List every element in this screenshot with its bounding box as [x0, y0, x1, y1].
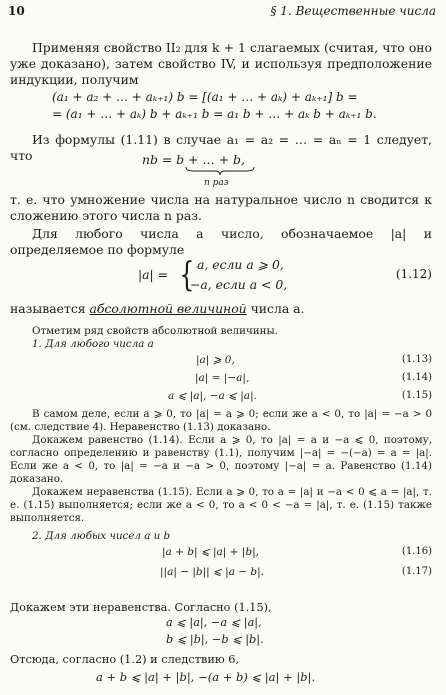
abs-name-pre: называется: [10, 301, 90, 316]
page-header: [8, 4, 436, 22]
property-1-heading: 1. Для любого числа a: [32, 338, 154, 350]
equation-1-14: |a| = |−a|,: [195, 372, 250, 384]
equation-nb: nb = b + … + b,: [142, 152, 245, 167]
equation-1-13: |a| ⩾ 0,: [196, 354, 235, 366]
paragraph-proof-1-15: Докажем неравенства (1.15). Если a ⩾ 0, то a = |a| и −a < 0 ⩽ a = |a|, т. е. (1.15) выполняется; если же a < 0, то a < 0 < −a = |a|, т. е. (1.15) также выполняется.: [10, 486, 432, 524]
equation-abs-case1: a, если a ⩾ 0,: [197, 257, 284, 272]
property-2-heading: 2. Для любых чисел a и b: [32, 530, 171, 542]
paragraph-proof-1-14: Докажем равенство (1.14). Если a ⩾ 0, то |a| = a и −a ⩽ 0, поэтому, согласно определению и равенству (1.1), получим |−a| = −(−a) = a = |a|. Если же a < 0, то |a| = −a и −a > 0, поэтому |−a| = a. Равенство (1.14) доказано.: [10, 434, 432, 485]
paragraph-multiplication: т. е. что умножение числа на натуральное число n сводится к сложению этого числа n раз.: [10, 192, 432, 223]
paragraph-proof-1-13: В самом деле, если a ⩾ 0, то |a| = a ⩾ 0; если же a < 0, то |a| = −a > 0 (см. следствие 4). Неравенство (1.13) доказано.: [10, 408, 432, 433]
equation-abs-lhs: |a| =: [138, 267, 169, 282]
left-brace: {: [179, 255, 195, 295]
equation-number-1-13: (1.13): [401, 354, 432, 365]
equation-number-1-12: (1.12): [395, 267, 432, 281]
equation-sum-bounds: a + b ⩽ |a| + |b|, −(a + b) ⩽ |a| + |b|.: [96, 670, 316, 684]
paragraph-abs-name: [10, 301, 432, 317]
equation-1-16: |a + b| ⩽ |a| + |b|,: [162, 546, 259, 558]
paragraph-properties-intro: Отметим ряд свойств абсолютной величины.: [32, 325, 278, 337]
underbrace-label: n раз: [204, 178, 229, 188]
equation-1-17: ||a| − |b|| ⩽ |a − b|.: [160, 566, 265, 578]
equation-number-1-16: (1.16): [401, 546, 432, 557]
running-title: § 1. Вещественные числа: [270, 4, 436, 18]
paragraph-induction: Применяя свойство II₂ для k + 1 слагаемых (считая, что оно уже доказано), затем свойство IV, и используя предположение индукции, получим: [10, 40, 432, 87]
equation-number-1-17: (1.17): [401, 566, 432, 577]
paragraph-formula-case: Из формулы (1.11) в случае a₁ = a₂ = … = aₙ = 1 следует, что: [10, 132, 432, 163]
paragraph-prove-inequalities: Докажем эти неравенства. Согласно (1.15),: [10, 601, 272, 614]
equation-number-1-14: (1.14): [401, 372, 432, 383]
underbrace-shape: [185, 166, 255, 176]
paragraph-hence: Отсюда, согласно (1.2) и следствию 6,: [10, 653, 240, 666]
equation-1-15: a ⩽ |a|, −a ⩽ |a|.: [168, 390, 257, 402]
equation-abs-case2: −a, если a < 0,: [190, 277, 288, 292]
equation-induction-line2: = (a₁ + … + aₖ) b + aₖ₊₁ b = a₁ b + … + aₖ b + aₖ₊₁ b.: [52, 107, 377, 121]
equation-induction-line1: (a₁ + a₂ + … + aₖ₊₁) b = [(a₁ + … + aₖ) + aₖ₊₁] b =: [52, 90, 358, 104]
page-number: 10: [8, 4, 25, 18]
equation-a-bounds: a ⩽ |a|, −a ⩽ |a|,: [166, 616, 262, 629]
abs-name-post: числа a.: [246, 301, 305, 316]
equation-b-bounds: b ⩽ |b|, −b ⩽ |b|.: [166, 633, 264, 646]
equation-number-1-15: (1.15): [401, 390, 432, 401]
abs-name-term: абсолютной величиной: [89, 301, 247, 316]
paragraph-abs-definition: Для любого числа a число, обозначаемое |a| и определяемое по формуле: [10, 226, 432, 257]
